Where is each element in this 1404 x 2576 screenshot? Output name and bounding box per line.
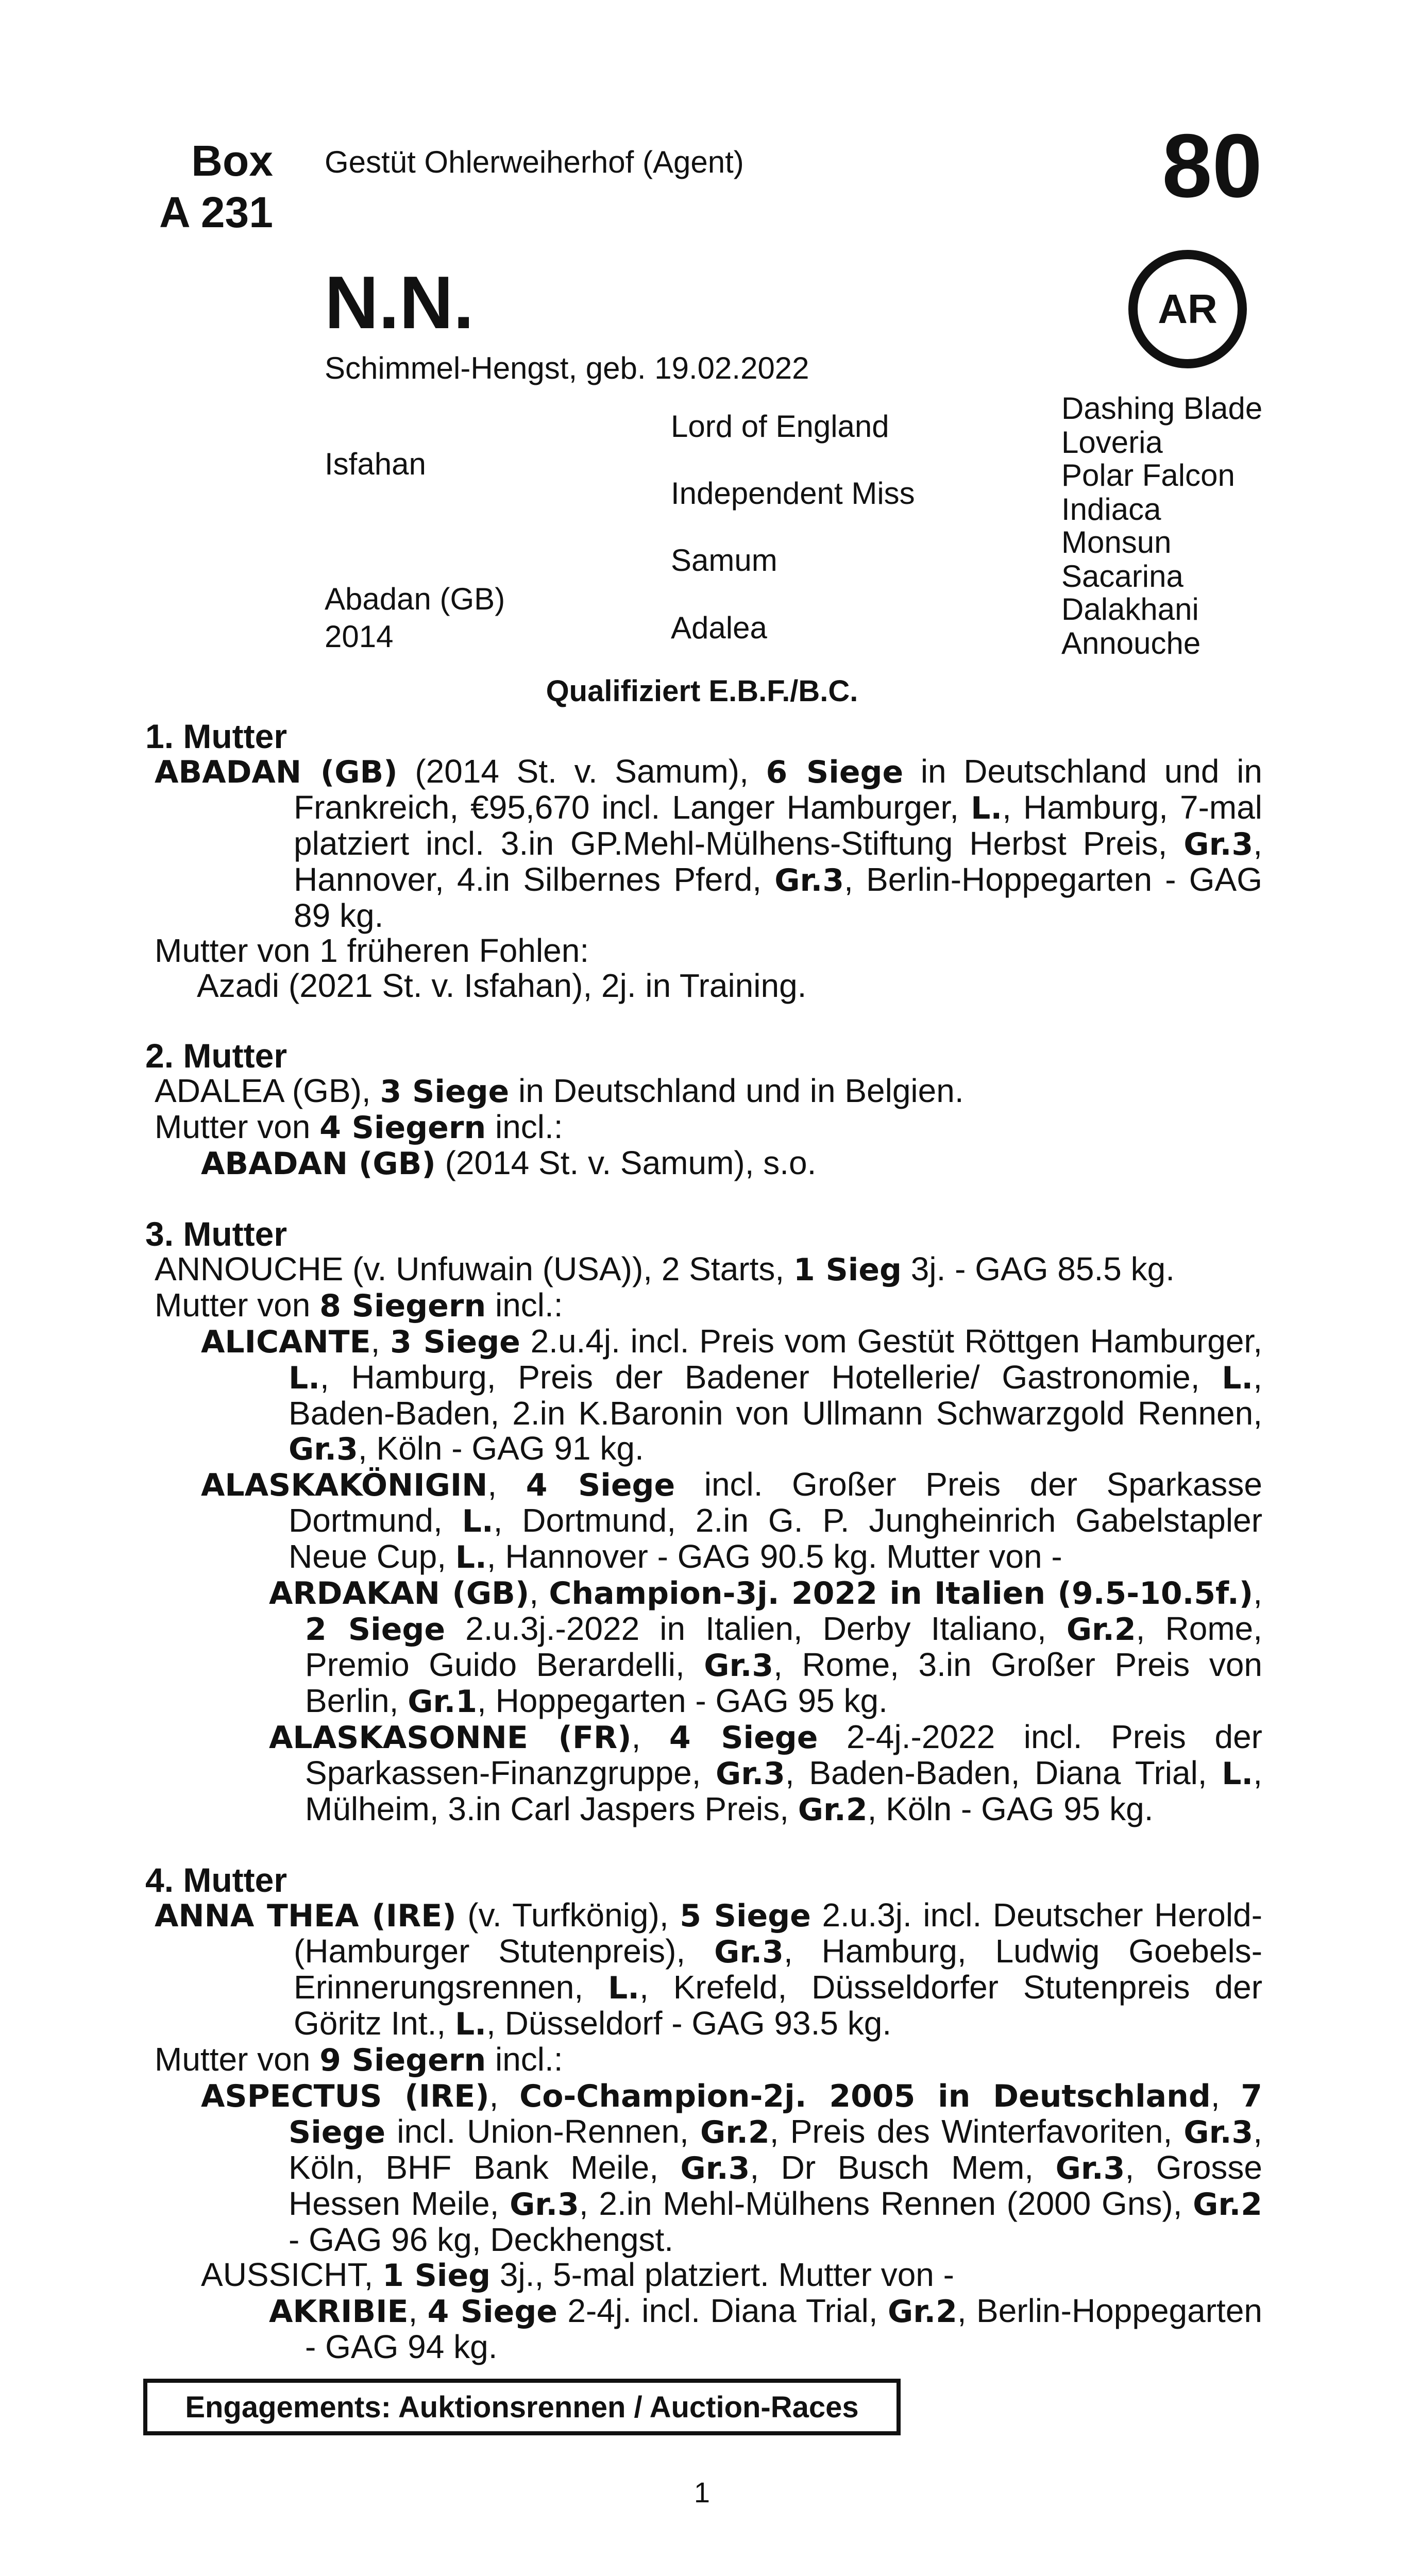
consignor: Gestüt Ohlerweiherhof (Agent) <box>325 145 744 179</box>
dam-entry: Azadi (2021 St. v. Isfahan), 2j. in Training. <box>197 967 807 1004</box>
dam-entry: ABADAN (GB) (2014 St. v. Samum), 6 Siege in Deutschland und in Frankreich, €95,670 incl. Langer Hamburger, L., Hamburg, 7-mal platziert incl. 3.in GP.Mehl-Mülhens-Stiftung Herbst Preis, Gr.3, Hannover, 4.in Silbernes Pferd, Gr.3, Berlin-Hoppegarten - GAG 89 kg. <box>155 753 1263 934</box>
pedigree-great-grandparent: Monsun <box>1061 525 1172 560</box>
ar-badge-icon <box>1128 250 1247 368</box>
dam-entry: ARDAKAN (GB), Champion-3j. 2022 in Italien (9.5-10.5f.), 2 Siege 2.u.3j.-2022 in Italien, Derby Italiano, Gr.2, Rome, Premio Guido Berardelli, Gr.3, Rome, 3.in Großer Preis von Berlin, Gr.1, Hoppegarten - GAG 95 kg. <box>269 1574 1263 1720</box>
page-number: 1 <box>693 2476 711 2509</box>
section-gap <box>145 1003 1262 1038</box>
pedigree-dam-year: 2014 <box>325 619 394 654</box>
box-number: A 231 <box>159 188 273 236</box>
dam-entry: ANNA THEA (IRE) (v. Turfkönig), 5 Siege 2.u.3j. incl. Deutscher Herold-(Hamburger Stutenpreis), Gr.3, Hamburg, Ludwig Goebels-Erinnerungsrennen, L., Krefeld, Düsseldorfer Stutenpreis der Göritz Int., L., Düsseldorf - GAG 93.5 kg. <box>155 1896 1263 2042</box>
pedigree-grandparent: Samum <box>671 543 777 578</box>
lot-number: 80 <box>1162 116 1262 216</box>
pedigree-sire: Isfahan <box>325 447 426 481</box>
box-label-block <box>129 135 273 238</box>
dam-entry: Mutter von 1 früheren Fohlen: <box>155 932 589 969</box>
dam-line-catalogue <box>145 719 1262 2364</box>
pedigree-grandparent: Independent Miss <box>671 476 915 511</box>
dam-entry: ADALEA (GB), 3 Siege in Deutschland und in Belgien. <box>155 1072 964 1110</box>
dam-entry: ALASKAKÖNIGIN, 4 Siege incl. Großer Preis der Sparkasse Dortmund, L., Dortmund, 2.in G. P. Jungheinrich Gabelstapler Neue Cup, L., Hannover - GAG 90.5 kg. Mutter von - <box>201 1466 1263 1575</box>
dam-entry: ABADAN (GB) (2014 St. v. Samum), s.o. <box>201 1144 817 1182</box>
dam-entry: AUSSICHT, 1 Sieg 3j., 5-mal platziert. Mutter von - <box>201 2256 954 2294</box>
pedigree-great-grandparent: Dashing Blade <box>1061 391 1263 426</box>
pedigree-great-grandparent: Sacarina <box>1061 559 1183 594</box>
dam-entry: Mutter von 8 Siegern incl.: <box>155 1286 563 1324</box>
dam-entry: Mutter von 4 Siegern incl.: <box>155 1108 563 1146</box>
dam-heading: 1. Mutter <box>145 717 287 755</box>
box-label: Box <box>191 137 273 185</box>
engagements-box <box>143 2379 901 2435</box>
section-gap <box>145 1181 1262 1216</box>
horse-description: Schimmel-Hengst, geb. 19.02.2022 <box>325 351 809 385</box>
dam-entry: ASPECTUS (IRE), Co-Champion-2j. 2005 in Deutschland, 7 Siege incl. Union-Rennen, Gr.2, Preis des Winterfavoriten, Gr.3, Köln, BHF Bank Meile, Gr.3, Dr Busch Mem, Gr.3, Grosse Hessen Meile, Gr.3, 2.in Mehl-Mülhens Rennen (2000 Gns), Gr.2 - GAG 96 kg, Deckhengst. <box>201 2077 1263 2258</box>
pedigree-great-grandparent: Indiaca <box>1061 492 1161 527</box>
pedigree-grandparent: Lord of England <box>671 409 889 444</box>
dam-heading: 3. Mutter <box>145 1215 287 1253</box>
pedigree-great-grandparent: Annouche <box>1061 626 1201 660</box>
section-gap <box>145 1827 1262 1862</box>
dam-heading: 4. Mutter <box>145 1861 287 1899</box>
qualification: Qualifiziert E.B.F./B.C. <box>546 674 858 708</box>
dam-heading: 2. Mutter <box>145 1037 287 1075</box>
pedigree-great-grandparent: Loveria <box>1061 425 1163 460</box>
ar-badge-text: AR <box>1158 286 1217 332</box>
dam-entry: AKRIBIE, 4 Siege 2-4j. incl. Diana Trial, Gr.2, Berlin-Hoppegarten - GAG 94 kg. <box>269 2292 1263 2365</box>
engagements-text: Engagements: Auktionsrennen / Auction-Races <box>185 2390 859 2424</box>
pedigree-great-grandparent: Dalakhani <box>1061 592 1199 626</box>
horse-name: N.N. <box>325 261 474 344</box>
dam-entry: Mutter von 9 Siegern incl.: <box>155 2041 563 2078</box>
dam-entry: ALASKASONNE (FR), 4 Siege 2-4j.-2022 incl. Preis der Sparkassen-Finanzgruppe, Gr.3, Baden-Baden, Diana Trial, L., Mülheim, 3.in Carl Jaspers Preis, Gr.2, Köln - GAG 95 kg. <box>269 1718 1263 1828</box>
pedigree-dam: Abadan (GB) <box>325 582 505 616</box>
dam-entry: ANNOUCHE (v. Unfuwain (USA)), 2 Starts, 1 Sieg 3j. - GAG 85.5 kg. <box>155 1250 1175 1288</box>
pedigree-grandparent: Adalea <box>671 611 767 645</box>
dam-entry: ALICANTE, 3 Siege 2.u.4j. incl. Preis vom Gestüt Röttgen Hamburger, L., Hamburg, Preis der Badener Hotellerie/ Gastronomie, L., Baden-Baden, 2.in K.Baronin von Ullmann Schwarzgold Rennen, Gr.3, Köln - GAG 91 kg. <box>201 1323 1262 1467</box>
pedigree-great-grandparent: Polar Falcon <box>1061 458 1235 493</box>
